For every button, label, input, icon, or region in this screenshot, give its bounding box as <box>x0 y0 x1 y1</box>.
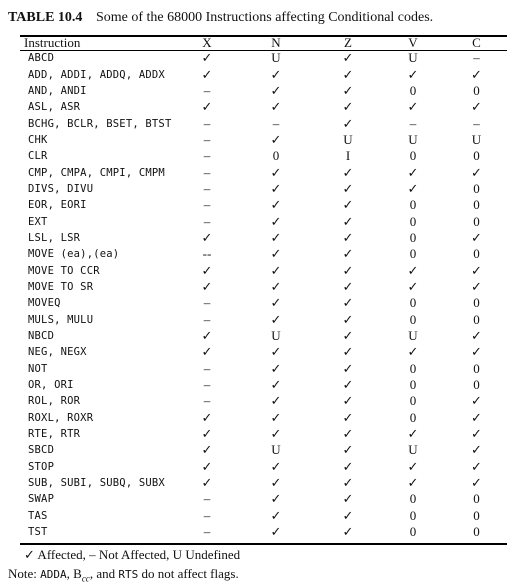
flag-c-cell: ✓ <box>471 99 482 115</box>
flag-v-cell: ✓ <box>407 278 419 294</box>
flag-v-cell: 0 <box>409 507 417 523</box>
instruction-cell: ADD, ADDI, ADDQ, ADDX <box>28 68 165 81</box>
flag-z-cell: ✓ <box>342 229 354 245</box>
flag-z-cell: ✓ <box>342 491 354 507</box>
flag-v-cell: ✓ <box>407 66 419 82</box>
flag-v-cell: 0 <box>409 393 417 409</box>
flag-n-cell: ✓ <box>270 377 282 393</box>
instruction-cell: MOVE TO SR <box>28 280 94 293</box>
flag-z-cell: ✓ <box>342 262 354 278</box>
flag-z-cell: ✓ <box>342 213 354 229</box>
flag-v-cell: 0 <box>409 197 417 213</box>
flag-x-cell: ✓ <box>201 262 213 278</box>
flag-v-cell: 0 <box>409 148 417 164</box>
flag-x-cell: ✓ <box>201 475 213 491</box>
table-row <box>20 132 507 148</box>
instruction-cell: STOP <box>28 460 55 473</box>
note-adda: ADDA <box>40 568 67 581</box>
table-row <box>20 410 507 426</box>
flag-c-cell: ✓ <box>471 66 482 82</box>
flag-n-cell: ✓ <box>270 491 282 507</box>
flag-v-cell: 0 <box>409 524 417 540</box>
flag-z-cell: ✓ <box>342 197 354 213</box>
flag-n-cell: ✓ <box>270 426 282 442</box>
table-row <box>20 50 507 66</box>
flag-z-cell: I <box>345 148 351 164</box>
table-row <box>20 164 507 180</box>
note-sep2: , and <box>89 566 119 581</box>
flag-x-cell: – <box>203 164 211 180</box>
flag-v-cell: U <box>408 50 418 66</box>
flag-z-cell: ✓ <box>342 344 354 360</box>
instruction-cell: RTE, RTR <box>28 428 81 441</box>
instruction-cell: MOVE TO CCR <box>28 264 100 277</box>
note-suffix: do not affect flags. <box>138 566 239 581</box>
flag-c-cell: ✓ <box>471 393 482 409</box>
flag-z-cell: ✓ <box>342 246 354 262</box>
instruction-cell: NOT <box>28 362 48 375</box>
flag-z-cell: ✓ <box>342 442 354 458</box>
flag-x-cell: ✓ <box>201 344 213 360</box>
flag-v-cell: U <box>408 442 418 458</box>
table-row <box>20 213 507 229</box>
instruction-cell: NEG, NEGX <box>28 346 87 359</box>
flag-c-cell: ✓ <box>471 164 482 180</box>
flag-z-cell: ✓ <box>342 524 354 540</box>
flag-c-cell: 0 <box>473 213 480 229</box>
flag-x-cell: – <box>203 180 211 196</box>
flag-n-cell: ✓ <box>270 311 282 327</box>
flag-z-cell: U <box>343 131 353 147</box>
flag-n-cell: ✓ <box>270 246 282 262</box>
flag-c-cell: ✓ <box>471 344 482 360</box>
flag-c-cell: 0 <box>473 507 480 523</box>
header-row <box>20 36 507 50</box>
flag-n-cell: ✓ <box>270 393 282 409</box>
table-caption <box>8 10 433 26</box>
flag-z-cell: ✓ <box>342 360 354 376</box>
flag-n-cell: ✓ <box>270 213 282 229</box>
table-number: TABLE 10.4 <box>8 10 83 25</box>
table-row <box>20 181 507 197</box>
flag-z-cell: ✓ <box>342 311 354 327</box>
flag-n-cell: ✓ <box>270 66 282 82</box>
table-row <box>20 524 507 540</box>
flag-c-cell: 0 <box>473 491 480 507</box>
instruction-cell: ABCD <box>28 52 55 65</box>
flag-n-cell: U <box>271 50 281 66</box>
flag-z-cell: ✓ <box>342 295 354 311</box>
flag-v-cell: ✓ <box>407 426 419 442</box>
flag-v-cell: ✓ <box>407 458 419 474</box>
flag-z-cell: ✓ <box>342 507 354 523</box>
instruction-cell: EXT <box>28 215 48 228</box>
table-row <box>20 230 507 246</box>
flag-x-cell: ✓ <box>201 328 213 344</box>
flag-x-cell: ✓ <box>201 278 213 294</box>
flag-n-cell: ✓ <box>270 295 282 311</box>
flag-v-cell: ✓ <box>407 164 419 180</box>
flag-n-cell: ✓ <box>270 180 282 196</box>
header-instruction: Instruction <box>24 35 81 50</box>
flag-x-cell: – <box>203 82 211 98</box>
table-body <box>20 50 507 540</box>
flag-c-cell: 0 <box>473 377 480 393</box>
table-row <box>20 508 507 524</box>
flag-x-cell: – <box>203 491 211 507</box>
flag-x-cell: -- <box>202 246 212 262</box>
instruction-cell: SWAP <box>28 493 55 506</box>
table-row <box>20 361 507 377</box>
flag-x-cell: ✓ <box>201 99 213 115</box>
note-prefix: Note: <box>8 566 41 581</box>
flag-x-cell: – <box>203 507 211 523</box>
flag-n-cell: ✓ <box>270 360 282 376</box>
flag-c-cell: ✓ <box>471 426 482 442</box>
flag-z-cell: ✓ <box>342 50 354 66</box>
flag-c-cell: 0 <box>473 180 480 196</box>
table-title: Some of the 68000 Instructions affecting Conditional codes. <box>95 10 434 25</box>
flag-n-cell: ✓ <box>270 507 282 523</box>
flag-v-cell: 0 <box>409 409 417 425</box>
instruction-cell: CMP, CMPA, CMPI, CMPM <box>28 166 165 179</box>
flag-x-cell: ✓ <box>201 426 213 442</box>
instruction-cell: ASL, ASR <box>28 101 81 114</box>
instruction-cell: ROL, ROR <box>28 395 81 408</box>
flag-c-cell: ✓ <box>471 278 482 294</box>
table-row <box>20 66 507 82</box>
flag-v-cell: ✓ <box>407 475 419 491</box>
flag-x-cell: – <box>203 311 211 327</box>
table-row <box>20 197 507 213</box>
flag-z-cell: ✓ <box>342 82 354 98</box>
flag-v-cell: – <box>409 115 417 131</box>
flag-c-cell: – <box>473 50 480 66</box>
flag-x-cell: – <box>203 524 211 540</box>
flag-v-cell: ✓ <box>407 344 419 360</box>
flag-v-cell: 0 <box>409 377 417 393</box>
flag-c-cell: 0 <box>473 246 480 262</box>
flag-x-cell: ✓ <box>201 50 213 66</box>
instruction-cell: MOVEQ <box>28 297 61 310</box>
instruction-cell: DIVS, DIVU <box>28 182 94 195</box>
flag-c-cell: ✓ <box>471 328 482 344</box>
flag-n-cell: ✓ <box>270 131 282 147</box>
table-row <box>20 344 507 360</box>
flag-z-cell: ✓ <box>342 164 354 180</box>
flag-c-cell: 0 <box>473 524 480 540</box>
bottom-rule <box>20 543 507 545</box>
table-row <box>20 442 507 458</box>
flag-v-cell: ✓ <box>407 99 419 115</box>
table-row <box>20 279 507 295</box>
flag-z-cell: ✓ <box>342 393 354 409</box>
flag-x-cell: – <box>203 393 211 409</box>
flag-v-cell: 0 <box>409 311 417 327</box>
note-sep1: , <box>66 566 74 581</box>
note-rts: RTS <box>118 568 139 581</box>
flag-n-cell: U <box>271 442 281 458</box>
flag-z-cell: ✓ <box>342 99 354 115</box>
header-c: C <box>472 35 481 50</box>
flag-n-cell: – <box>272 115 280 131</box>
flag-v-cell: 0 <box>409 213 417 229</box>
instruction-cell: LSL, LSR <box>28 231 81 244</box>
flag-x-cell: – <box>203 295 211 311</box>
flag-n-cell: ✓ <box>270 82 282 98</box>
instruction-cell: EOR, EORI <box>28 199 87 212</box>
flag-v-cell: 0 <box>409 82 417 98</box>
flag-c-cell: 0 <box>473 360 480 376</box>
flag-v-cell: 0 <box>409 229 417 245</box>
instruction-cell: TAS <box>28 509 48 522</box>
flag-n-cell: ✓ <box>270 458 282 474</box>
flag-x-cell: ✓ <box>201 66 213 82</box>
flag-c-cell: 0 <box>473 295 480 311</box>
instruction-cell: TST <box>28 526 48 539</box>
flag-z-cell: ✓ <box>342 278 354 294</box>
flag-c-cell: ✓ <box>471 442 482 458</box>
flag-z-cell: ✓ <box>342 328 354 344</box>
instruction-cell: CHK <box>28 133 48 146</box>
flag-n-cell: ✓ <box>270 344 282 360</box>
flag-n-cell: 0 <box>272 148 280 164</box>
flag-c-cell: ✓ <box>471 229 482 245</box>
table-row <box>20 262 507 278</box>
flag-z-cell: ✓ <box>342 66 354 82</box>
flag-z-cell: ✓ <box>342 377 354 393</box>
flag-v-cell: U <box>408 328 418 344</box>
note-bcc-sub: cc <box>81 573 90 584</box>
instruction-cell: NBCD <box>28 330 55 343</box>
flag-z-cell: ✓ <box>342 475 354 491</box>
instruction-cell: MOVE (ea),(ea) <box>28 248 120 261</box>
flag-c-cell: ✓ <box>471 458 482 474</box>
instruction-cell: MULS, MULU <box>28 313 94 326</box>
flag-n-cell: ✓ <box>270 164 282 180</box>
flag-x-cell: – <box>203 115 211 131</box>
flag-z-cell: ✓ <box>342 409 354 425</box>
footnote <box>8 566 239 584</box>
table-row <box>20 83 507 99</box>
flag-x-cell: – <box>203 148 211 164</box>
table-row <box>20 328 507 344</box>
table-row <box>20 99 507 115</box>
flag-n-cell: U <box>271 328 281 344</box>
note-bcc <box>73 566 90 584</box>
table-row <box>20 393 507 409</box>
flag-x-cell: – <box>203 213 211 229</box>
flag-c-cell: 0 <box>473 197 480 213</box>
flag-x-cell: ✓ <box>201 442 213 458</box>
table-row <box>20 377 507 393</box>
flag-v-cell: ✓ <box>407 262 419 278</box>
table-row <box>20 312 507 328</box>
condition-codes-table <box>20 36 507 540</box>
instruction-cell: SBCD <box>28 444 55 457</box>
flag-n-cell: ✓ <box>270 475 282 491</box>
flag-n-cell: ✓ <box>270 229 282 245</box>
table-row <box>20 246 507 262</box>
flag-c-cell: 0 <box>473 311 480 327</box>
flag-c-cell: 0 <box>473 82 480 98</box>
header-v: V <box>408 35 418 50</box>
table-row <box>20 426 507 442</box>
flag-z-cell: ✓ <box>342 180 354 196</box>
flag-c-cell: 0 <box>473 148 480 164</box>
flag-z-cell: ✓ <box>342 458 354 474</box>
flag-c-cell: ✓ <box>471 409 482 425</box>
instruction-cell: CLR <box>28 150 48 163</box>
flag-v-cell: U <box>408 131 418 147</box>
header-n: N <box>271 35 281 50</box>
flag-n-cell: ✓ <box>270 262 282 278</box>
flag-c-cell: ✓ <box>471 475 482 491</box>
table-row <box>20 459 507 475</box>
flag-c-cell: – <box>473 115 480 131</box>
flag-v-cell: 0 <box>409 360 417 376</box>
table-row <box>20 491 507 507</box>
flag-n-cell: ✓ <box>270 524 282 540</box>
instruction-cell: OR, ORI <box>28 379 74 392</box>
flag-x-cell: – <box>203 197 211 213</box>
instruction-cell: ROXL, ROXR <box>28 411 94 424</box>
flag-c-cell: U <box>471 131 482 147</box>
note-bcc-base: B <box>73 566 82 581</box>
instruction-cell: SUB, SUBI, SUBQ, SUBX <box>28 477 165 490</box>
flag-n-cell: ✓ <box>270 197 282 213</box>
flag-z-cell: ✓ <box>342 426 354 442</box>
flag-x-cell: ✓ <box>201 409 213 425</box>
flag-x-cell: ✓ <box>201 458 213 474</box>
flag-z-cell: ✓ <box>342 115 354 131</box>
flag-x-cell: – <box>203 131 211 147</box>
instruction-cell: BCHG, BCLR, BSET, BTST <box>28 117 172 130</box>
legend: ✓ Affected, – Not Affected, U Undefined <box>24 547 241 562</box>
flag-x-cell: – <box>203 377 211 393</box>
instruction-cell: AND, ANDI <box>28 84 87 97</box>
flag-v-cell: 0 <box>409 295 417 311</box>
table-row <box>20 148 507 164</box>
flag-n-cell: ✓ <box>270 278 282 294</box>
table-row <box>20 115 507 131</box>
header-z: Z <box>344 35 352 50</box>
flag-v-cell: 0 <box>409 246 417 262</box>
table-row <box>20 295 507 311</box>
header-x: X <box>202 35 212 50</box>
flag-x-cell: ✓ <box>201 229 213 245</box>
flag-n-cell: ✓ <box>270 409 282 425</box>
flag-c-cell: ✓ <box>471 262 482 278</box>
table-row <box>20 475 507 491</box>
flag-v-cell: 0 <box>409 491 417 507</box>
flag-n-cell: ✓ <box>270 99 282 115</box>
flag-x-cell: – <box>203 360 211 376</box>
flag-v-cell: ✓ <box>407 180 419 196</box>
